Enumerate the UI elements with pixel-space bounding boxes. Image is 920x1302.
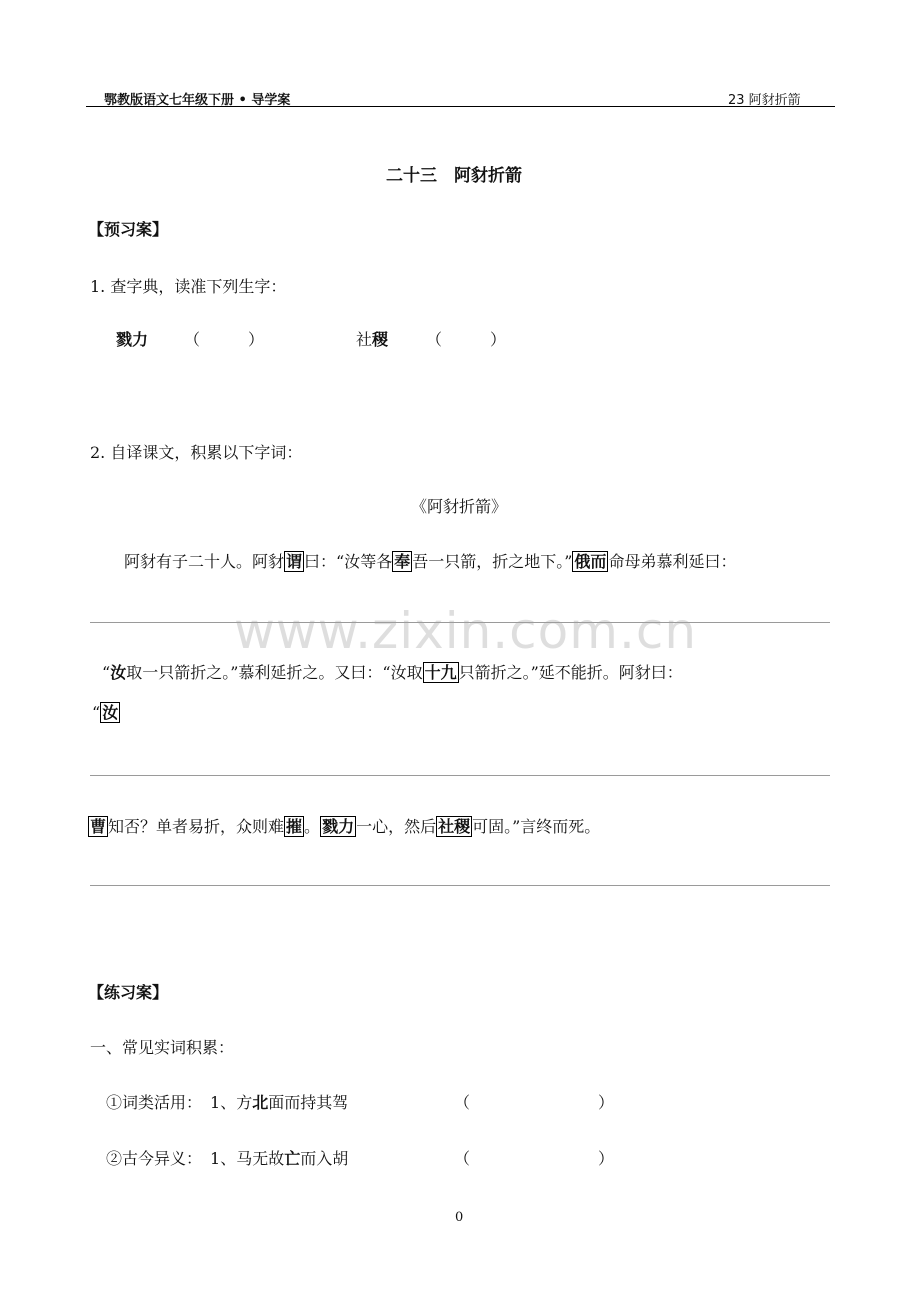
passage-text: “ — [102, 663, 111, 682]
question-1: 1. 查字典，读准下列生字： — [90, 277, 287, 296]
vocab-word-2-a: 社 — [356, 330, 373, 349]
header-right: 23 阿豺折箭 — [728, 93, 801, 108]
page-title: 二十三 阿豺折箭 — [386, 166, 522, 186]
key-word: 奉 — [394, 552, 411, 571]
passage-text: 吾一只箭，折之地下。” — [412, 552, 573, 571]
passage-line-3 — [88, 814, 600, 837]
vocab-answer-1: （ ） — [184, 330, 265, 349]
passage-text: 可固。”言终而死。 — [472, 817, 601, 836]
item-text: 面而持其驾 — [268, 1093, 349, 1112]
passage-text: 。 — [304, 817, 321, 836]
practice-heading: 【练习案】 — [88, 983, 169, 1002]
key-word: 曹 — [90, 817, 107, 836]
key-word: 戮力 — [322, 817, 355, 836]
key-word: 亡 — [284, 1149, 301, 1168]
key-word: 北 — [252, 1093, 269, 1112]
practice-item-2 — [106, 1146, 348, 1169]
vocab-answer-2: （ ） — [426, 330, 507, 349]
item-label: ②古今异义： — [106, 1149, 203, 1168]
vocab-item-1 — [116, 327, 148, 350]
passage-text: 命母弟慕利延曰： — [608, 552, 737, 571]
passage-text: 只箭折之。”延不能折。阿豺曰： — [458, 663, 683, 682]
answer-line — [90, 885, 830, 886]
page-number: 0 — [455, 1210, 464, 1225]
key-word: 十九 — [424, 663, 457, 682]
header-left: 鄂教版语文七年级下册 • 导学案 — [104, 93, 291, 108]
key-word: 摧 — [286, 817, 303, 836]
item-text: 1、马无故 — [210, 1149, 285, 1168]
key-word: 俄而 — [574, 552, 607, 571]
passage-line-2b — [92, 700, 120, 723]
passage-text: “ — [92, 703, 101, 722]
answer-line — [90, 775, 830, 776]
vocab-word-2-b: 稷 — [372, 330, 389, 349]
practice-item-1 — [106, 1090, 348, 1113]
passage-line-1 — [124, 549, 736, 572]
practice-question-1: 一、常见实词积累： — [90, 1038, 235, 1057]
header-divider — [86, 106, 835, 107]
vocab-item-2 — [356, 327, 388, 350]
passage-text: 知否？单者易折，众则难 — [108, 817, 285, 836]
text-title: 《阿豺折箭》 — [411, 497, 508, 516]
item-label: ①词类活用： — [106, 1093, 203, 1112]
key-word: 谓 — [286, 552, 303, 571]
key-word: 汝 — [110, 663, 127, 682]
vocab-word-1: 戮力 — [116, 330, 149, 349]
passage-text: 阿豺有子二十人。阿豺 — [124, 552, 285, 571]
passage-text: 曰：“汝等各 — [304, 552, 393, 571]
item-text: 1、方 — [210, 1093, 253, 1112]
practice-answer-2: （ ） — [454, 1149, 615, 1168]
preview-heading: 【预习案】 — [88, 220, 169, 239]
key-word: 汝 — [102, 703, 119, 722]
key-word: 社稷 — [438, 817, 471, 836]
passage-text: 一心，然后 — [356, 817, 437, 836]
practice-answer-1: （ ） — [454, 1093, 615, 1112]
passage-text: 取一只箭折之。”慕利延折之。又曰：“汝取 — [126, 663, 423, 682]
question-2: 2. 自译课文，积累以下字词： — [90, 443, 303, 462]
watermark: www.zixin.com.cn — [234, 602, 698, 660]
item-text: 而入胡 — [300, 1149, 349, 1168]
passage-line-2 — [102, 660, 683, 683]
